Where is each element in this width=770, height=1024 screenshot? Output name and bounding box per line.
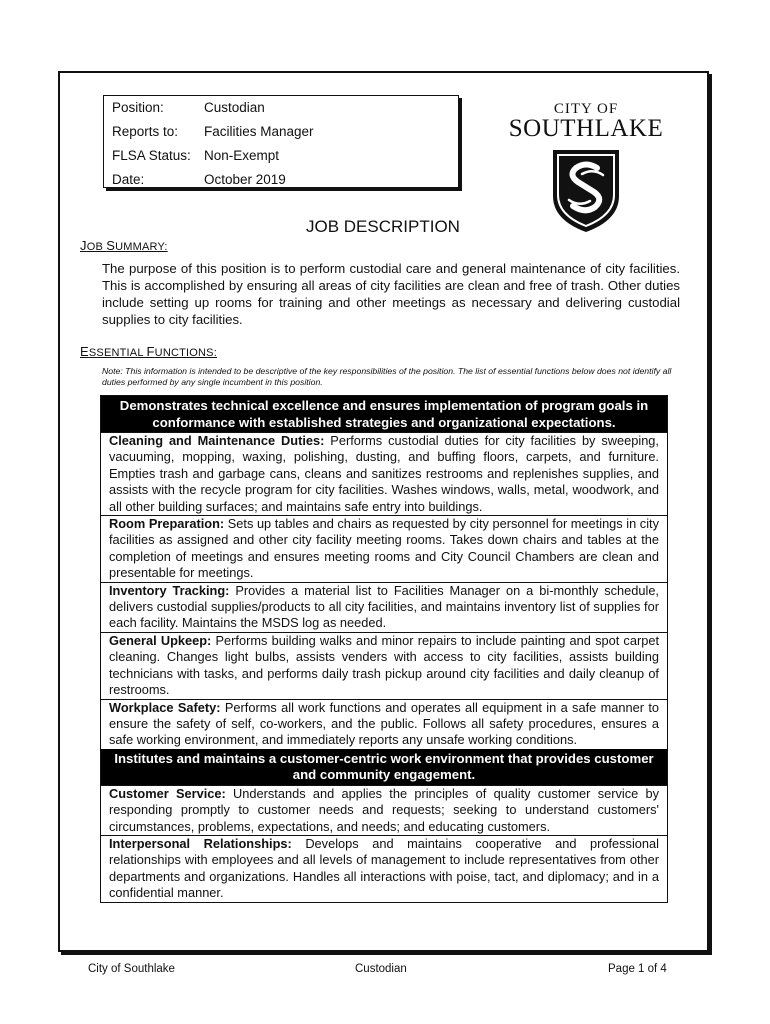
section-band-customer: Institutes and maintains a customer-centric work environment that provides customer and community engagement. xyxy=(101,749,667,785)
duty-cell-customer-service: Customer Service: Understands and applies the principles of quality customer service by responding promptly to customer needs and requests; seeking to understand customers' circumstances, problems, expectations, and needs; and educating customers. xyxy=(101,785,667,835)
info-label: Reports to: xyxy=(112,124,179,139)
duty-cell-upkeep: General Upkeep: Performs building walks and minor repairs to include painting and spot carpet cleaning. Changes light bulbs, assists venders with access to city facilities, assists building technicians with tasks, and performs daily trash pickup around city facilities and daily cleanup of restrooms. xyxy=(101,632,667,699)
city-logo xyxy=(493,101,679,234)
info-label: FLSA Status: xyxy=(112,148,191,163)
duty-cell-interpersonal: Interpersonal Relationships: Develops and maintains cooperative and professional relationships with employees and all levels of management to include representatives from other departments and organizations. Handles all interactions with poise, tact, and diplomacy; and in a confidential manner. xyxy=(101,835,667,902)
info-value: Facilities Manager xyxy=(204,124,314,139)
info-value: Custodian xyxy=(204,100,265,115)
job-summary-heading: JOB SUMMARY: xyxy=(80,238,168,253)
footer-center: Custodian xyxy=(355,963,407,975)
duty-cell-safety: Workplace Safety: Performs all work functions and operates all equipment in a safe manner to ensure the safety of self, co-workers, and the public. Follows all safety procedures, ensures a safe working environment, and immediately reports any unsafe working conditions. xyxy=(101,699,667,749)
essential-functions-note: Note: This information is intended to be descriptive of the key responsibilities of the position. The list of essential functions below does not identify all duties performed by any single incumbent in this position. xyxy=(102,366,672,387)
footer-page-number: Page 1 of 4 xyxy=(608,963,667,975)
info-value: October 2019 xyxy=(204,172,286,187)
logo-city-of: CITY OF xyxy=(553,101,619,117)
info-label: Position: xyxy=(112,100,164,115)
position-info-box xyxy=(103,95,459,188)
shield-icon xyxy=(549,148,623,234)
duty-cell-room-prep: Room Preparation: Sets up tables and chairs as requested by city personnel for meetings in city facilities as assigned and other city facility meeting rooms. Takes down chairs and tables at the completion of meetings and ensures meeting rooms and City Council Chambers are clean and presentable for meetings. xyxy=(101,515,667,582)
section-band-technical: Demonstrates technical excellence and ensures implementation of program goals in conformance with established strategies and organizational expectations. xyxy=(101,396,667,432)
info-value: Non-Exempt xyxy=(204,148,280,163)
footer-left: City of Southlake xyxy=(88,963,175,975)
duty-cell-inventory: Inventory Tracking: Provides a material list to Facilities Manager on a bi-monthly schedule, delivers custodial supplies/products to all city facilities, and maintains inventory list of supplies for each facility. Maintains the MSDS log as needed. xyxy=(101,582,667,632)
functions-table xyxy=(100,395,668,903)
info-label: Date: xyxy=(112,172,145,187)
duty-cell-cleaning: Cleaning and Maintenance Duties: Performs custodial duties for city facilities by sweeping, vacuuming, mopping, waxing, polishing, dusting, and buffing floors, carpets, and furniture. Empties trash and garbage cans, cleans and sanitizes restrooms and replenishes supplies, and assists with the recycle program for city facilities. Washes windows, walls, metal, woodwork, and all other building surfaces; and maintains safe entry into buildings. xyxy=(101,432,667,515)
logo-name: SOUTHLAKE xyxy=(508,115,664,142)
essential-functions-heading: ESSENTIAL FUNCTIONS: xyxy=(80,344,217,359)
document-title: JOB DESCRIPTION xyxy=(306,217,460,236)
job-summary-text: The purpose of this position is to perform custodial care and general maintenance of city facilities. This is accomplished by ensuring all areas of city facilities are clean and free of trash. Other duties include setting up rooms for training and other meetings as necessary and delivering custodial supplies to city facilities. xyxy=(102,261,680,327)
